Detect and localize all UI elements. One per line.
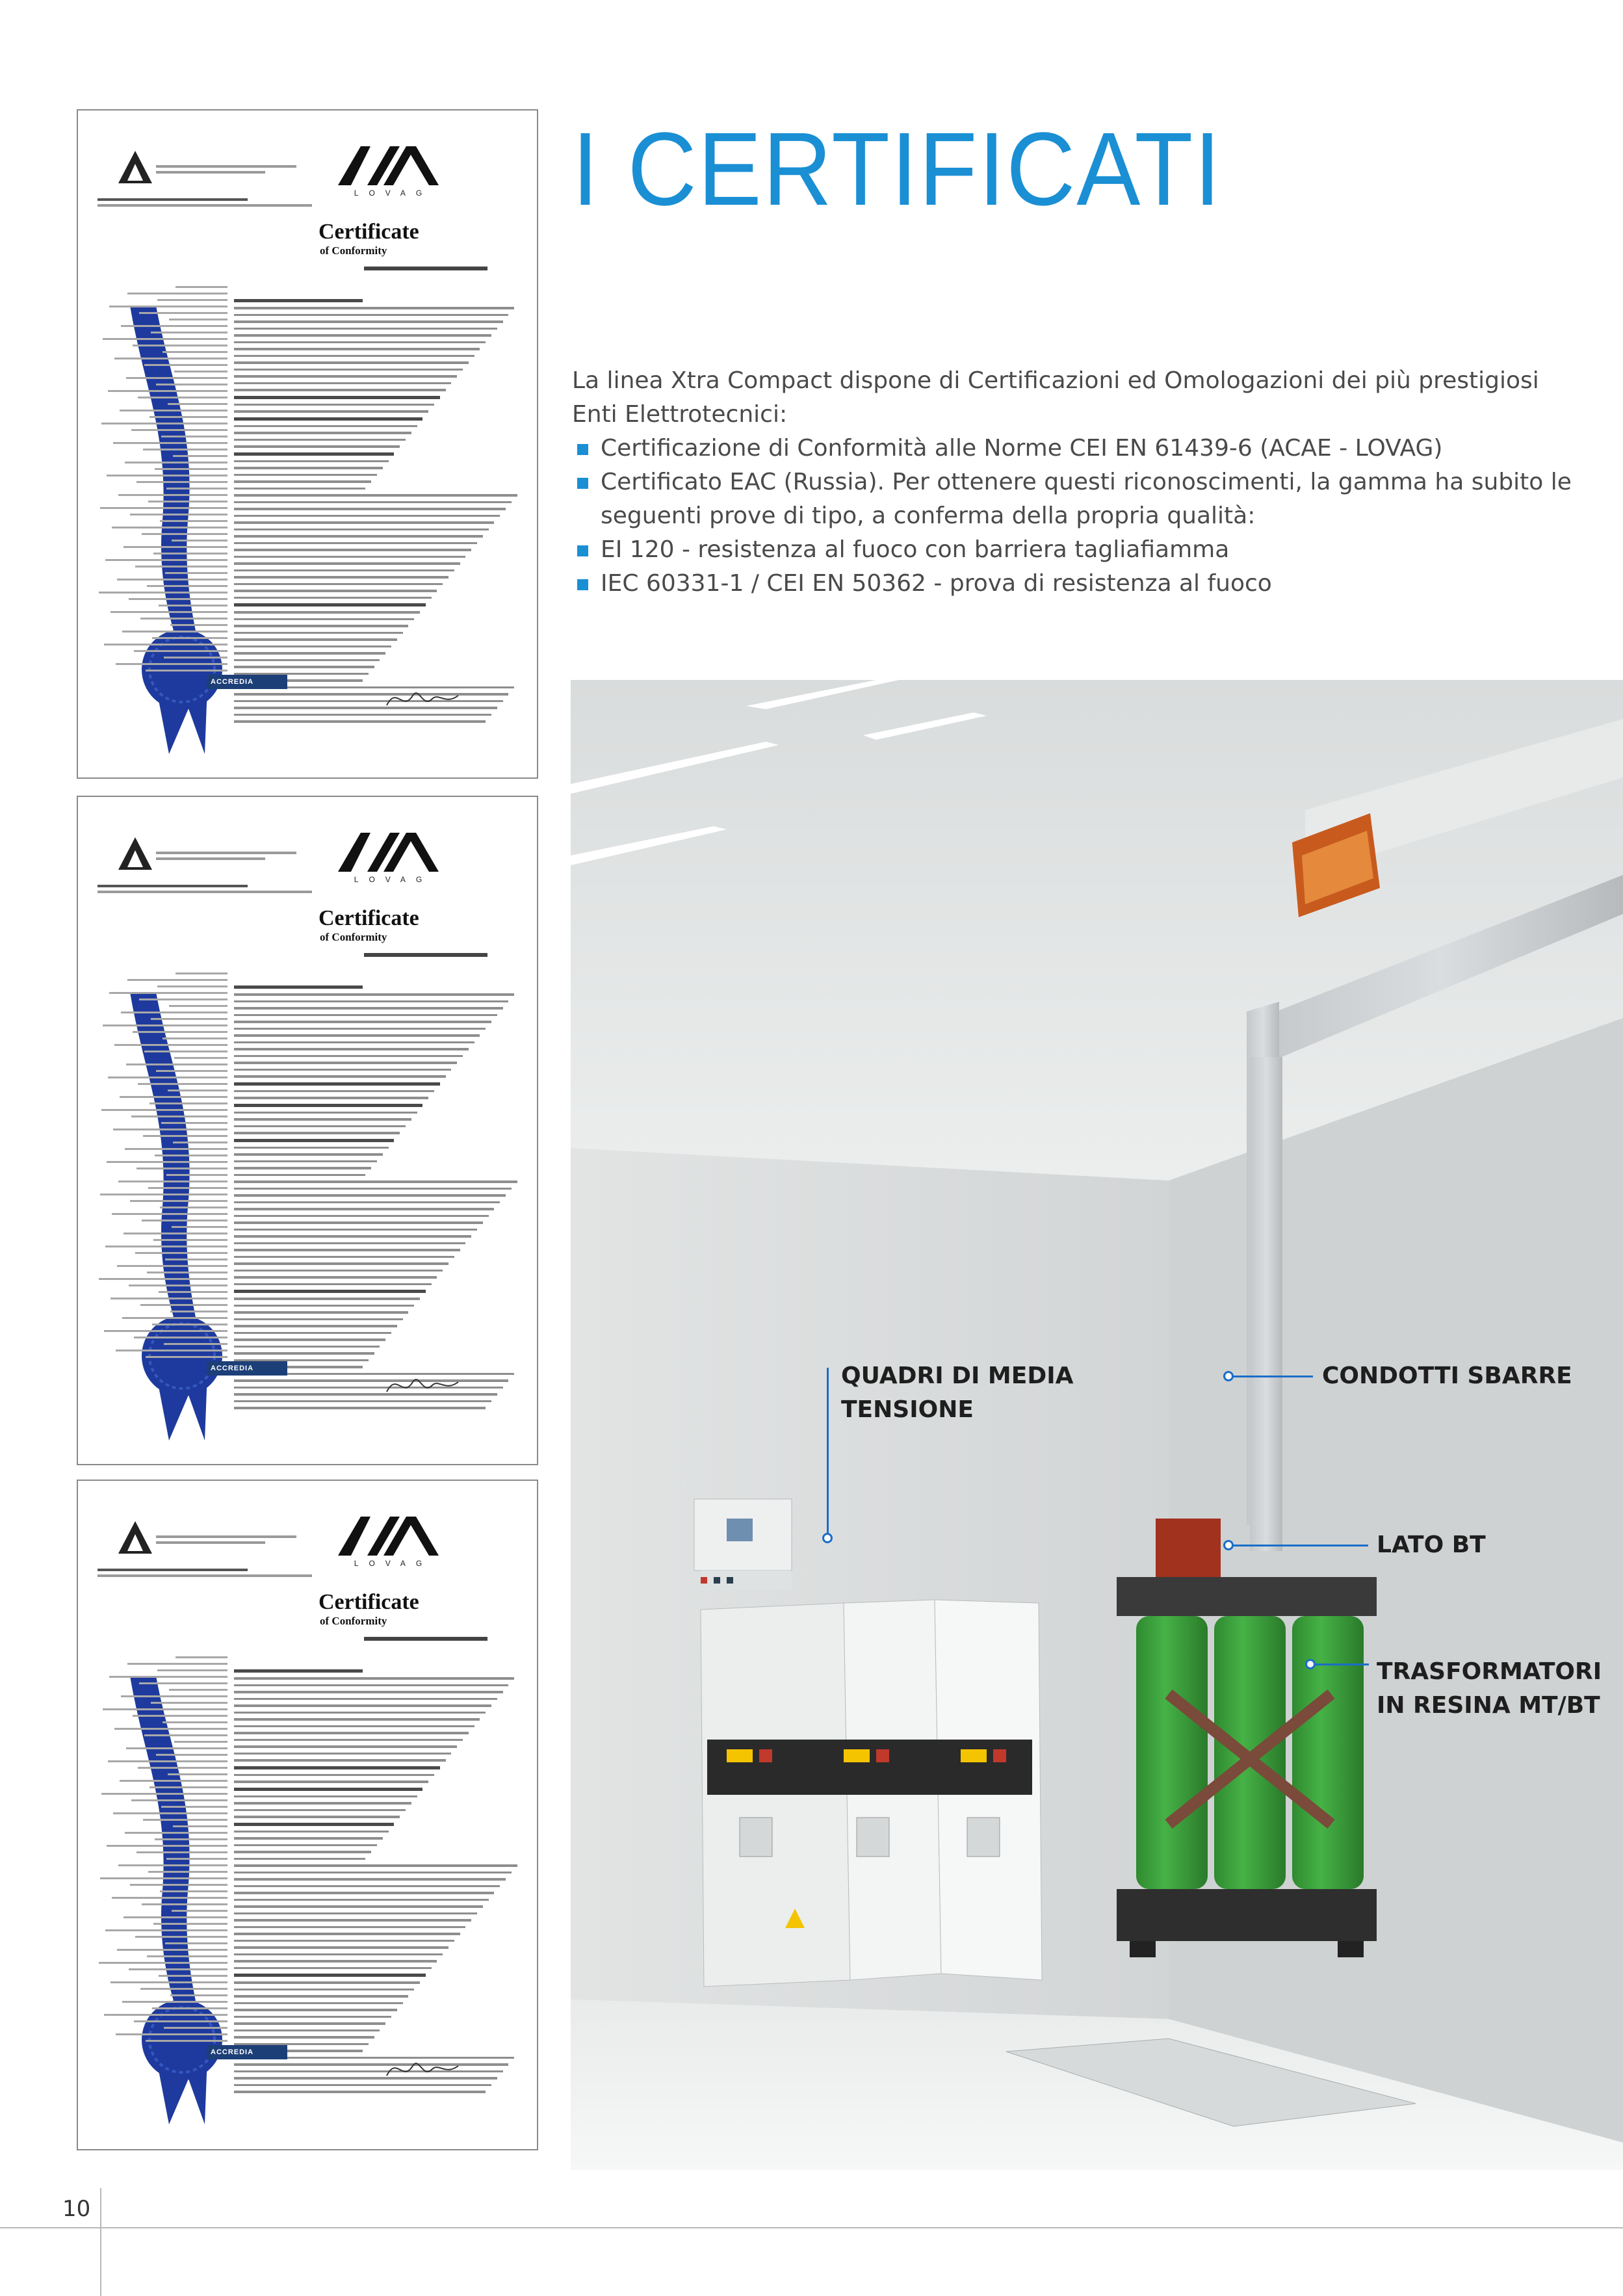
- footer-rule: [0, 2227, 1623, 2228]
- callout-line-condotti: [1228, 1376, 1313, 1377]
- callout-dot-quadri: [822, 1533, 833, 1543]
- room-rendering: [571, 680, 1623, 2170]
- acae-header-text: [156, 852, 312, 863]
- list-item: Certificato EAC (Russia). Per ottenere questi riconoscimenti, la gamma ha subito le seguenti prove di tipo, a conferma della propria qualità:: [572, 465, 1573, 533]
- accredia-label: ACCREDIA: [207, 2045, 287, 2059]
- certificate-body-text: [234, 985, 520, 1414]
- acae-header-text: [156, 165, 312, 177]
- address-text: [97, 1569, 312, 1580]
- certificate-body-text: [234, 1669, 520, 2098]
- callout-lato-bt: LATO BT: [1377, 1532, 1486, 1558]
- callout-line-quadri: [827, 1368, 829, 1537]
- bullet-square-icon: [577, 478, 588, 489]
- certificate-reference: [364, 1637, 487, 1641]
- acae-logo-icon: [117, 1520, 153, 1556]
- acae-logo-icon: [117, 836, 153, 872]
- bullet-square-icon: [577, 444, 588, 455]
- bullet-square-icon: [577, 579, 588, 590]
- certificate-subtitle: of Conformity: [320, 244, 387, 257]
- address-text: [97, 198, 312, 210]
- callout-dot-lato-bt: [1223, 1540, 1234, 1550]
- acae-logo-icon: [117, 150, 153, 186]
- lovag-logo-icon: [331, 829, 455, 875]
- lovag-label: LOVAG: [354, 1559, 433, 1568]
- certificate-reference: [364, 267, 487, 270]
- accredia-label: ACCREDIA: [207, 1361, 287, 1376]
- callout-dot-condotti: [1223, 1371, 1234, 1381]
- signature-icon: [383, 683, 461, 715]
- certification-list: [572, 432, 1573, 601]
- certificate-subtitle: of Conformity: [320, 931, 387, 943]
- certificate: [78, 111, 537, 777]
- bullet-square-icon: [577, 545, 588, 556]
- callout-dot-trasformatori: [1305, 1659, 1316, 1669]
- acae-header-text: [156, 1535, 312, 1547]
- certificate-image-1: [77, 109, 538, 779]
- callout-trasformatori: TRASFORMATORI IN RESINA MT/BT: [1377, 1658, 1602, 1719]
- certificate-side-text: [97, 1656, 227, 2046]
- substation-room-illustration: [571, 680, 1623, 2170]
- page-number: 10: [62, 2196, 91, 2222]
- intro-section: [572, 364, 1573, 601]
- accredia-label: ACCREDIA: [207, 675, 287, 689]
- footer-divider: [100, 2188, 101, 2296]
- intro-paragraph: La linea Xtra Compact dispone di Certificazioni ed Omologazioni dei più prestigiosi Enti Elettrotecnici:: [572, 367, 1539, 428]
- certificate-side-text: [97, 972, 227, 1363]
- certificate-reference: [364, 953, 487, 957]
- callout-line-trasformatori: [1312, 1663, 1369, 1665]
- certificate-image-2: [77, 796, 538, 1465]
- signature-icon: [383, 2053, 461, 2085]
- certificate-image-3: [77, 1480, 538, 2150]
- signature-icon: [383, 1369, 461, 1402]
- lovag-label: LOVAG: [354, 189, 433, 198]
- certificate-title: Certificate: [318, 1590, 419, 1614]
- list-item: Certificazione di Conformità alle Norme CEI EN 61439-6 (ACAE - LOVAG): [572, 432, 1573, 465]
- page-title: I CERTIFICATI: [572, 111, 1222, 227]
- certificate-title: Certificate: [318, 220, 419, 244]
- callout-quadri: QUADRI DI MEDIA TENSIONE: [841, 1363, 1074, 1423]
- certificate: [78, 797, 537, 1464]
- callout-condotti: CONDOTTI SBARRE: [1322, 1363, 1572, 1389]
- certificate: [78, 1481, 537, 2149]
- lovag-logo-icon: [331, 143, 455, 189]
- lovag-logo-icon: [331, 1513, 455, 1559]
- certificate-subtitle: of Conformity: [320, 1615, 387, 1627]
- certificate-body-text: [234, 299, 520, 727]
- certificate-side-text: [97, 286, 227, 676]
- list-item: IEC 60331-1 / CEI EN 50362 - prova di resistenza al fuoco: [572, 567, 1573, 601]
- list-item: EI 120 - resistenza al fuoco con barriera tagliafiamma: [572, 533, 1573, 567]
- address-text: [97, 885, 312, 896]
- certificate-title: Certificate: [318, 906, 419, 930]
- callout-line-lato-bt: [1228, 1545, 1368, 1546]
- lovag-label: LOVAG: [354, 875, 433, 884]
